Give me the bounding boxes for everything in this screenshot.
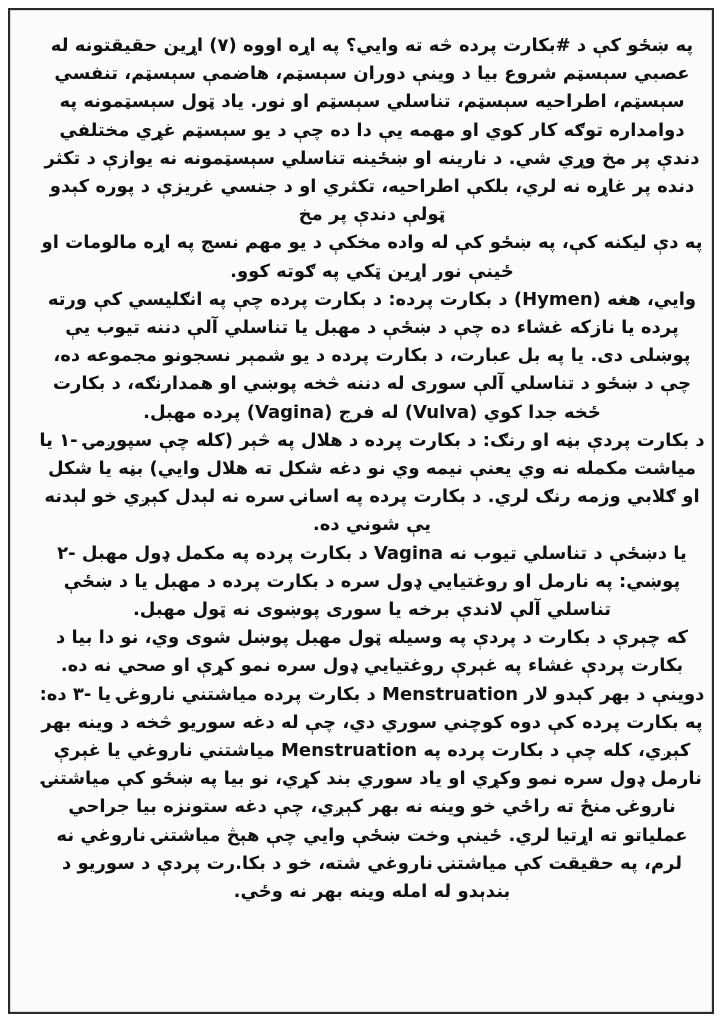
document-frame	[8, 8, 714, 1014]
paragraph-point-1-shape-color: د بکارت پردې بڼه او رنګ: د بکارت پردە د هلال په څېر (کله چې سپوږمۍ -۱ یا میاشت مکمله نه وي یعنې نیمه وي نو دغه شکل ته هلال وايي) بڼه یا شکل او ګلابي وزمه رنګ لري. د بکارت پردە په اسانۍ سره نه لېدل کېږي خو لېدنه یې شوني ده.	[39, 429, 705, 536]
paragraph-point-3-menstruation: دوینې د بهر کېدو لار Menstruation د بکارت پردە میاشتني ناروغۍ یا -۳ ده: په بکارت پردە کې دوه کوچني سوري دي، چې له دغه سوریو څخه د وینه بهر کېږي، کله چې د بکارت پردە په Menstruation میاشتني ناروغي یا غېرې نارمل ډول سره نمو وکړي او یاد سوري بند کړي، نو بیا په ښځو کې میاشتنۍ ناروغۍ منځ ته راځي خو وینه نه بهر کېږي، چې دغه ستونزه بیا جراحي عملیاتو ته اړتیا لري. ځینې وخت ښځې وايي چې هېڅ میاشتنۍ ناروغي نه لرم، په حقیقت کې میاشتنۍ ناروغي شته، خو د بکا.رت پردې د سوریو د بندېدو له امله وینه بهر نه وځي.	[39, 683, 705, 903]
paragraph-point-2-coverage: یا دښځې د تناسلي تیوب نه Vagina د بکارت پردە په مکمل ډول مهبل -۲ پوښي: په نارمل او روغتیايي ډول سره د بکارت پردە د مهبل یا د ښځې تناسلي آلې لاندې برخه یا سوری پوښوی نه ټول مهبل.	[57, 542, 687, 621]
paragraph-intro: پە ښځو کې د #بکارت پردە څه ته وايي؟ په اړه اووه (۷) اړين حقيقتونه لە عصبي سېسټم شروع بیا د وینې دوران سېسټم، هاضمې سېسټم، تنفسي سېسټم، اطراحیه سېسټم، تناسلي سېسټم او نور. یاد ټول سېسټمونه پە دوامداره توګه کار کوي او مهمه یې دا ده چې د یو سېسټم غړي مختلفي دندې پر مخ وړي شي. د نارینه او ښځینه تناسلي سېسټمونه نه یوازې د تکثر دنده پر غاړه نه لري، بلکې اطراحیه، تکثري او د جنسي غریزې د پوره کېدو ټولې دندې پر مخ	[44, 35, 700, 226]
paragraph-hymen-definition: وايي، هغه (Hymen) د بکارت پردە: د بکارت پردە چې په انګليسي کې ورته پردە یا نازکه غشاء ده چې د ښځې د مهبل یا تناسلي آلې دننه تیوب یې پوښلی دی. یا په بل عبارت، د بکارت پردە د یو شمېر نسجونو مجموعه ده، چې د ښځو د تناسلي آلې سوری له دننه څخه پوښي او همدارنګه، د بکارت ځخه جدا کوي (Vulva) له فرج (Vagina) پردە مهبل.	[47, 288, 697, 423]
paragraph-point-2-note: که چېرې د بکارت د پردې په وسیله ټول مهبل پوښل شوی وي، نو دا بیا د بکارت پردې غشاء په غېرې روغتیايي ډول سره نمو کړې او صحي نه ده.	[56, 627, 688, 677]
paragraph-purpose: پە دې لیکنه کې، په ښځو کې له واده مخکې د یو مهم نسج په اړه مالومات او ځینې نور اړین ټکي په ګوته کوو.	[41, 232, 703, 282]
document-body	[38, 32, 706, 906]
